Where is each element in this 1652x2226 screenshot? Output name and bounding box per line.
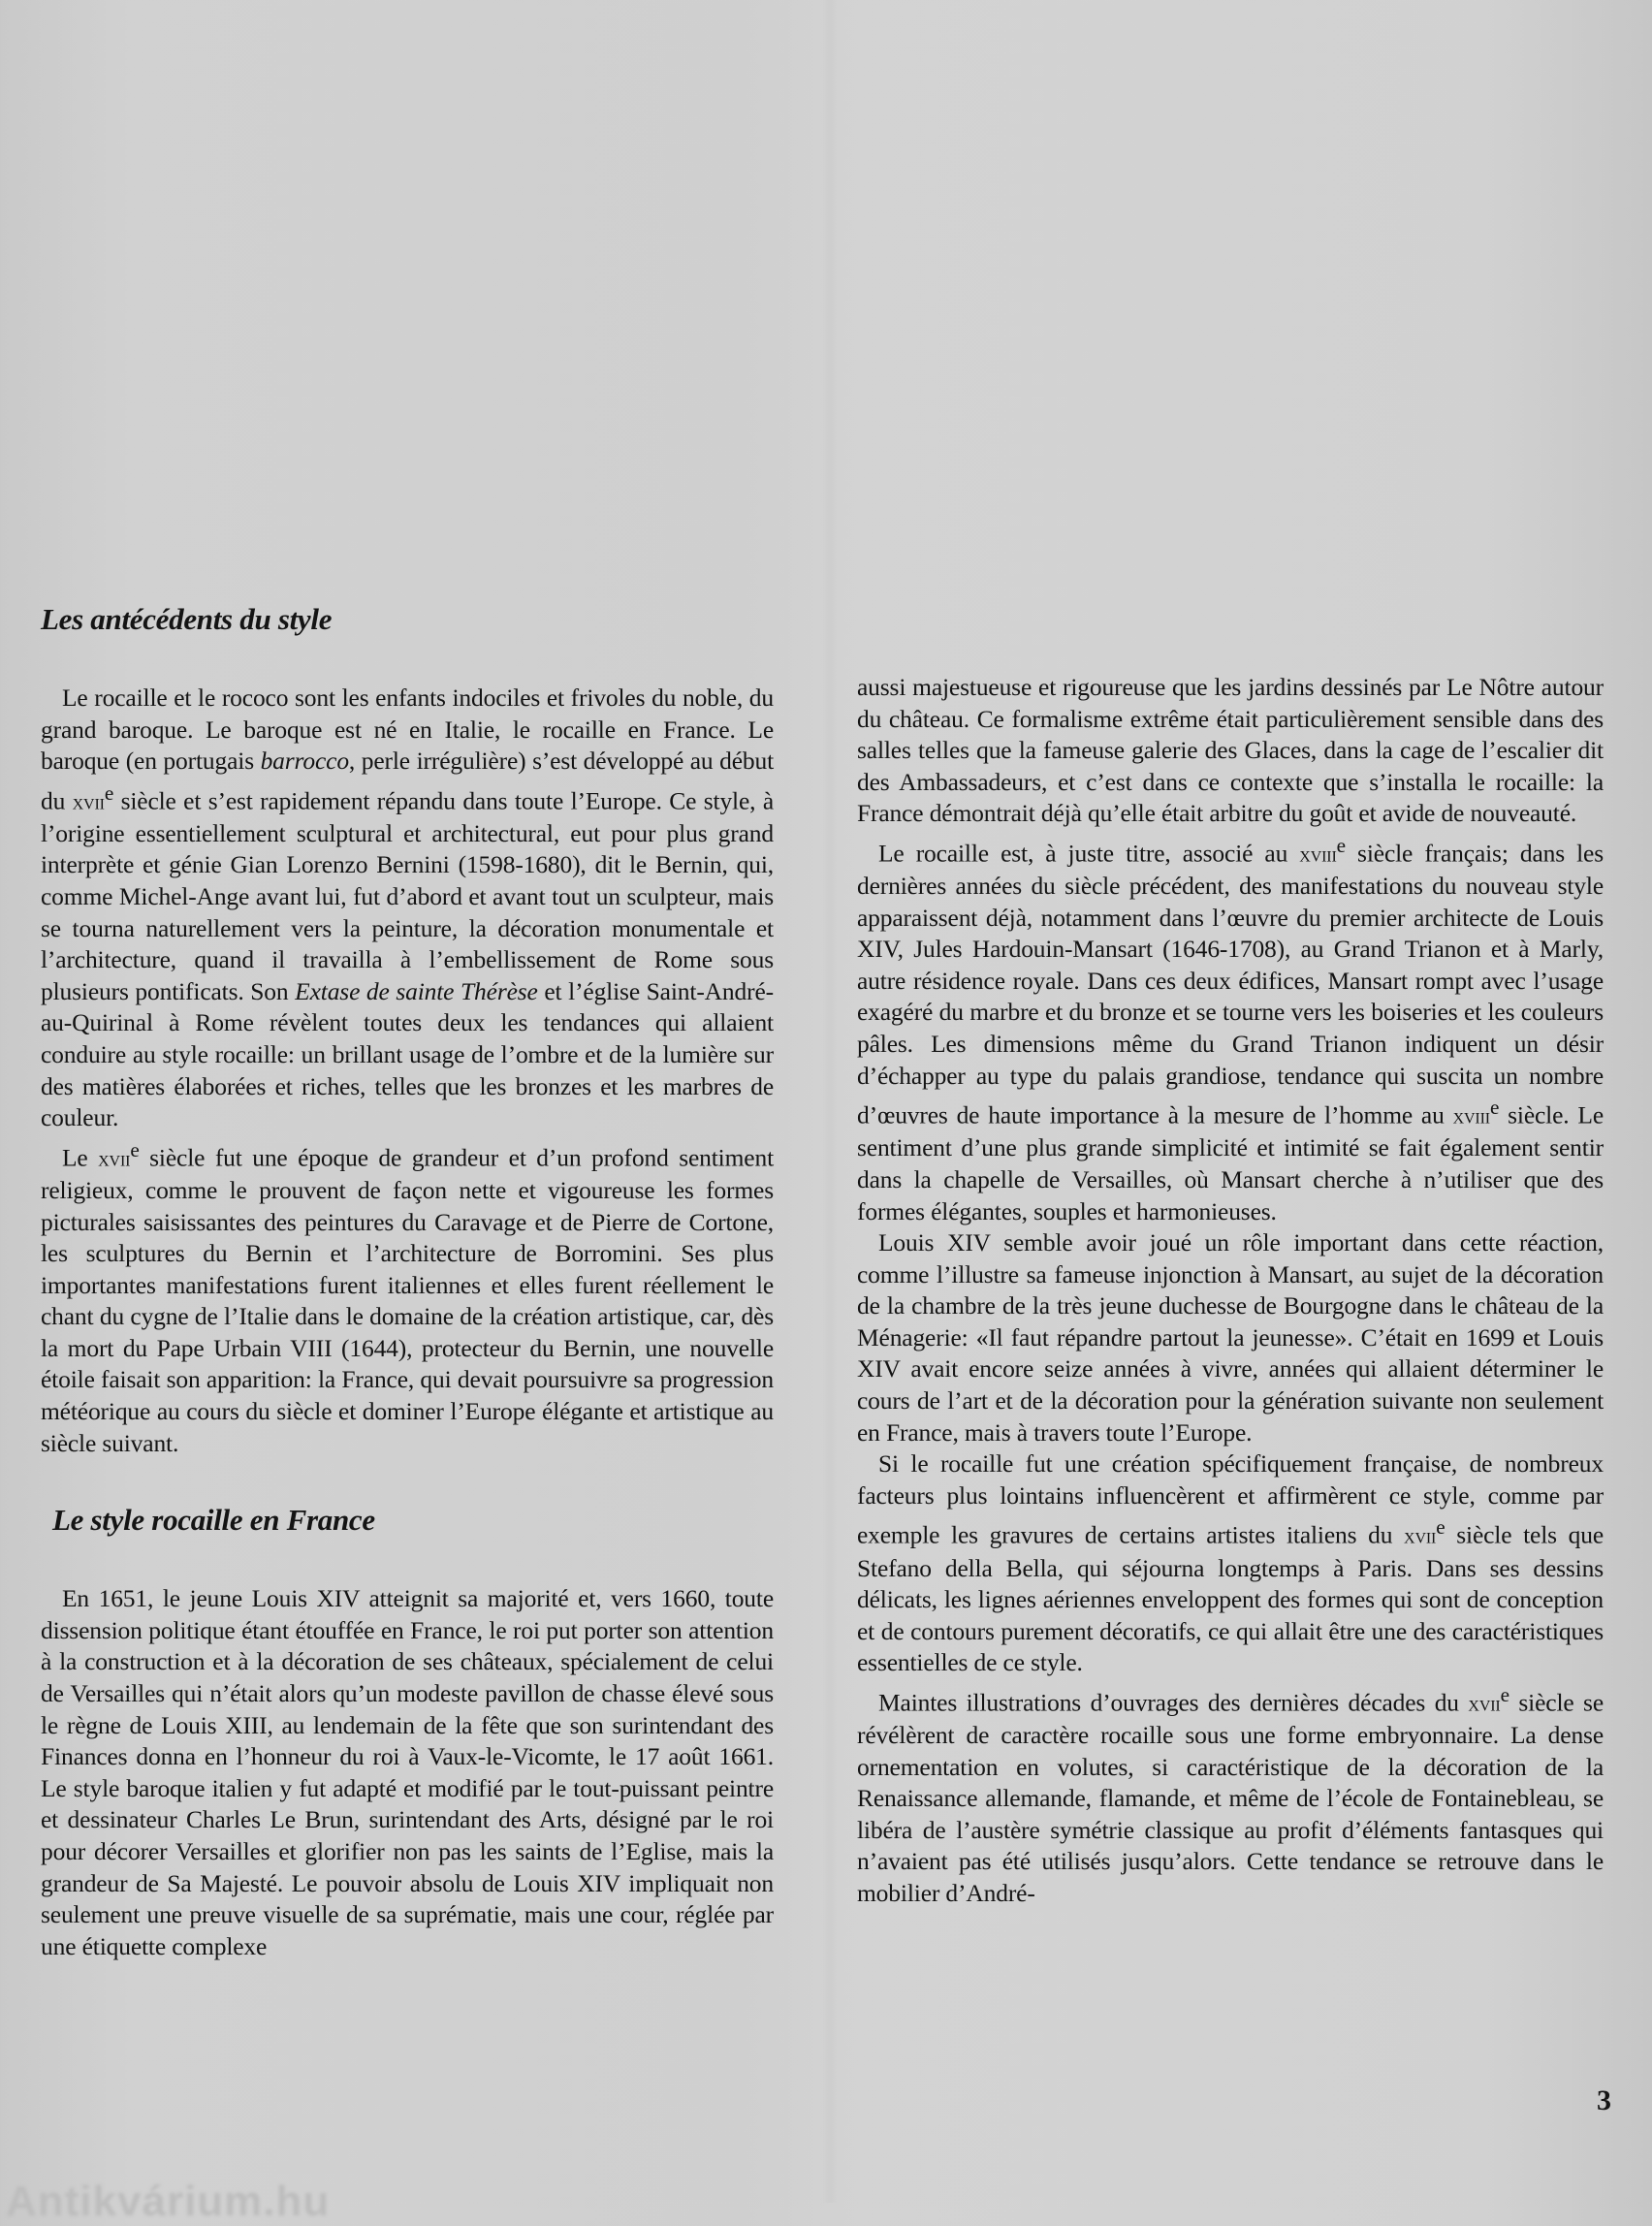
century-numeral: xvii bbox=[1404, 1523, 1437, 1549]
paragraph: Si le rocaille fut une création spécifiquement française, de nombreux facteurs plus lointains influencèrent et affirmèrent ce style, comme par exemple les gravures de certains artistes italiens du xvii$^e$ siècle tels que Stefano della Bella, qui séjourna longtemps à Paris. Dans ses dessins délicats, les lignes aériennes enveloppent des formes qui sont de conception et de contours purement décoratifs, ce qui allait être une des caractéristiques essentielles de ce style. bbox=[857, 1449, 1604, 1677]
century-numeral: xviii bbox=[1299, 842, 1337, 868]
italic-artwork-title: Extase de sainte Thérèse bbox=[295, 976, 538, 1005]
century-numeral: xviii bbox=[1452, 1103, 1490, 1129]
century-numeral: xvii bbox=[1468, 1691, 1501, 1717]
left-column bbox=[41, 601, 774, 1962]
watermark: Antikvárium.hu bbox=[6, 2178, 331, 2225]
century-numeral: xvii bbox=[72, 789, 105, 815]
section-heading-antecedents: Les antécédents du style bbox=[41, 602, 333, 636]
paragraph: En 1651, le jeune Louis XIV atteignit sa majorité et, vers 1660, toute dissension politique étant étouffée en France, le roi put porter son attention à la construction et à la décoration de ses châteaux, spécialement de celui de Versailles qui n’était alors qu’un modeste pavillon de chasse élevé sous le règne de Louis XIII, au lendemain de la fête que son surintendant des Finances donna en l’honneur du roi à Vaux-le-Vicomte, le 17 août 1661. Le style baroque italien y fut adapté et modifié par le tout-puissant peintre et dessinateur Charles Le Brun, surintendant des Arts, désigné par le roi pour décorer Versailles et glorifier non pas les saints de l’Eglise, mais la grandeur de Sa Majesté. Le pouvoir absolu de Louis XIV impliquait non seulement une preuve visuelle de sa suprématie, mais une cour, réglée par une étiquette complexe bbox=[41, 1584, 774, 1960]
italic-term: barrocco bbox=[260, 747, 349, 776]
paragraph-continued: aussi majestueuse et rigoureuse que les jardins dessinés par Le Nôtre autour du château. Ce formalisme extrême était particulièrement sensible dans des salles telles que la fameuse galerie des Glaces, dans la cage de l’escalier dit des Ambassadeurs, et c’est dans ce contexte que s’installa le rocaille: la France démontrait déjà qu’elle était arbitre du goût et avide de nouveauté. bbox=[857, 673, 1604, 828]
paragraph: Maintes illustrations d’ouvrages des dernières décades du xvii$^e$ siècle se révélèrent de caractère rocaille sous une forme embryonnaire. La dense ornementation en volutes, si caractéristique de la décoration de la Renaissance allemande, flamande, et même de l’école de Fontainebleau, se libéra de l’austère symétrie classique au profit d’éléments fantasques qui n’avaient pas été utilisés jusqu’alors. Cette tendance se retrouve dans le mobilier d’André- bbox=[857, 1682, 1604, 1907]
paragraph: Louis XIV semble avoir joué un rôle important dans cette réaction, comme l’illustre sa fameuse injonction à Mansart, au sujet de la décoration de la chambre de la très jeune duchesse de Bourgogne dans le château de la Ménagerie: «Il faut répandre partout la jeunesse». C’était en 1699 et Louis XIV avait encore seize années à vivre, années qui allaient déterminer le cours de l’art et de la décoration pour la génération suivante non seulement en France, mais à travers toute l’Europe. bbox=[857, 1228, 1604, 1447]
right-column bbox=[857, 672, 1604, 1910]
column-gutter bbox=[822, 0, 838, 2203]
paragraph: Le rocaille est, à juste titre, associé au xviii$^e$ siècle français; dans les dernières années du siècle précédent, des manifestations du nouveau style apparaissent déjà, notamment dans l’œuvre du premier architecte de Louis XIV, Jules Hardouin-Mansart (1646-1708), au Grand Trianon et à Marly, autre résidence royale. Dans ces deux édifices, Mansart rompt avec l’usage exagéré du marbre et du bronze et se tourne vers les boiseries et les couleurs pâles. Les dimensions même du Grand Trianon indiquent un désir d’échapper au type du palais grandiose, tendance qui suscita un nombre d’œuvres de haute importance à la mesure de l’homme au xviii$^e$ siècle. Le sentiment d’une plus grande simplicité et intimité se fait également sentir dans la chapelle de Versailles, où Mansart cherche à n’utiliser que des formes élégantes, souples et harmonieuses. bbox=[857, 833, 1604, 1225]
paragraph: Le rocaille et le rococo sont les enfants indociles et frivoles du noble, du grand baroque. Le baroque est né en Italie, le rocaille en France. Le baroque (en portugais barrocco, perle irrégulière) s’est développé au début du xvii$^e$ siècle et s’est rapidement répandu dans toute l’Europe. Ce style, à l’origine essentiellement sculptural et architectural, eut pour plus grand interprète et génie Gian Lorenzo Bernini (1598-1680), dit le Bernin, qui, comme Michel-Ange avant lui, fut d’abord et avant tout un sculpteur, mais se tourna naturellement vers la peinture, la décoration monumentale et l’architecture, quand il travailla à l’embellissement de Rome sous plusieurs pontificats. Son Extase de sainte Thérèse et l’église Saint-André-au-Quirinal à Rome révèlent toutes deux les tendances qui allaient conduire au style rocaille: un brillant usage de l’ombre et de la lumière sur des matières élaborées et riches, telles que les bronzes et les marbres de couleur. bbox=[41, 684, 774, 1132]
century-numeral: xvii bbox=[98, 1146, 131, 1172]
section-heading-rocaille-france: Le style rocaille en France bbox=[52, 1503, 375, 1538]
paragraph: Le xvii$^e$ siècle fut une époque de grandeur et d’un profond sentiment religieux, comme le prouvent de façon nette et vigoureuse les formes picturales saisissantes des peintures du Caravage et de Pierre de Cortone, les sculptures du Bernin et l’architecture de Borromini. Ses plus importantes manifestations furent italiennes et elles furent réellement le chant du cygne de l’Italie dans le domaine de la création artistique, car, dès la mort du Pape Urbain VIII (1644), protecteur du Bernin, une nouvelle étoile faisait son apparition: la France, qui devait poursuivre sa progression météorique au cours du siècle et dominer l’Europe élégante et artistique au siècle suivant. bbox=[41, 1137, 774, 1457]
page-number: 3 bbox=[1597, 2084, 1611, 2116]
